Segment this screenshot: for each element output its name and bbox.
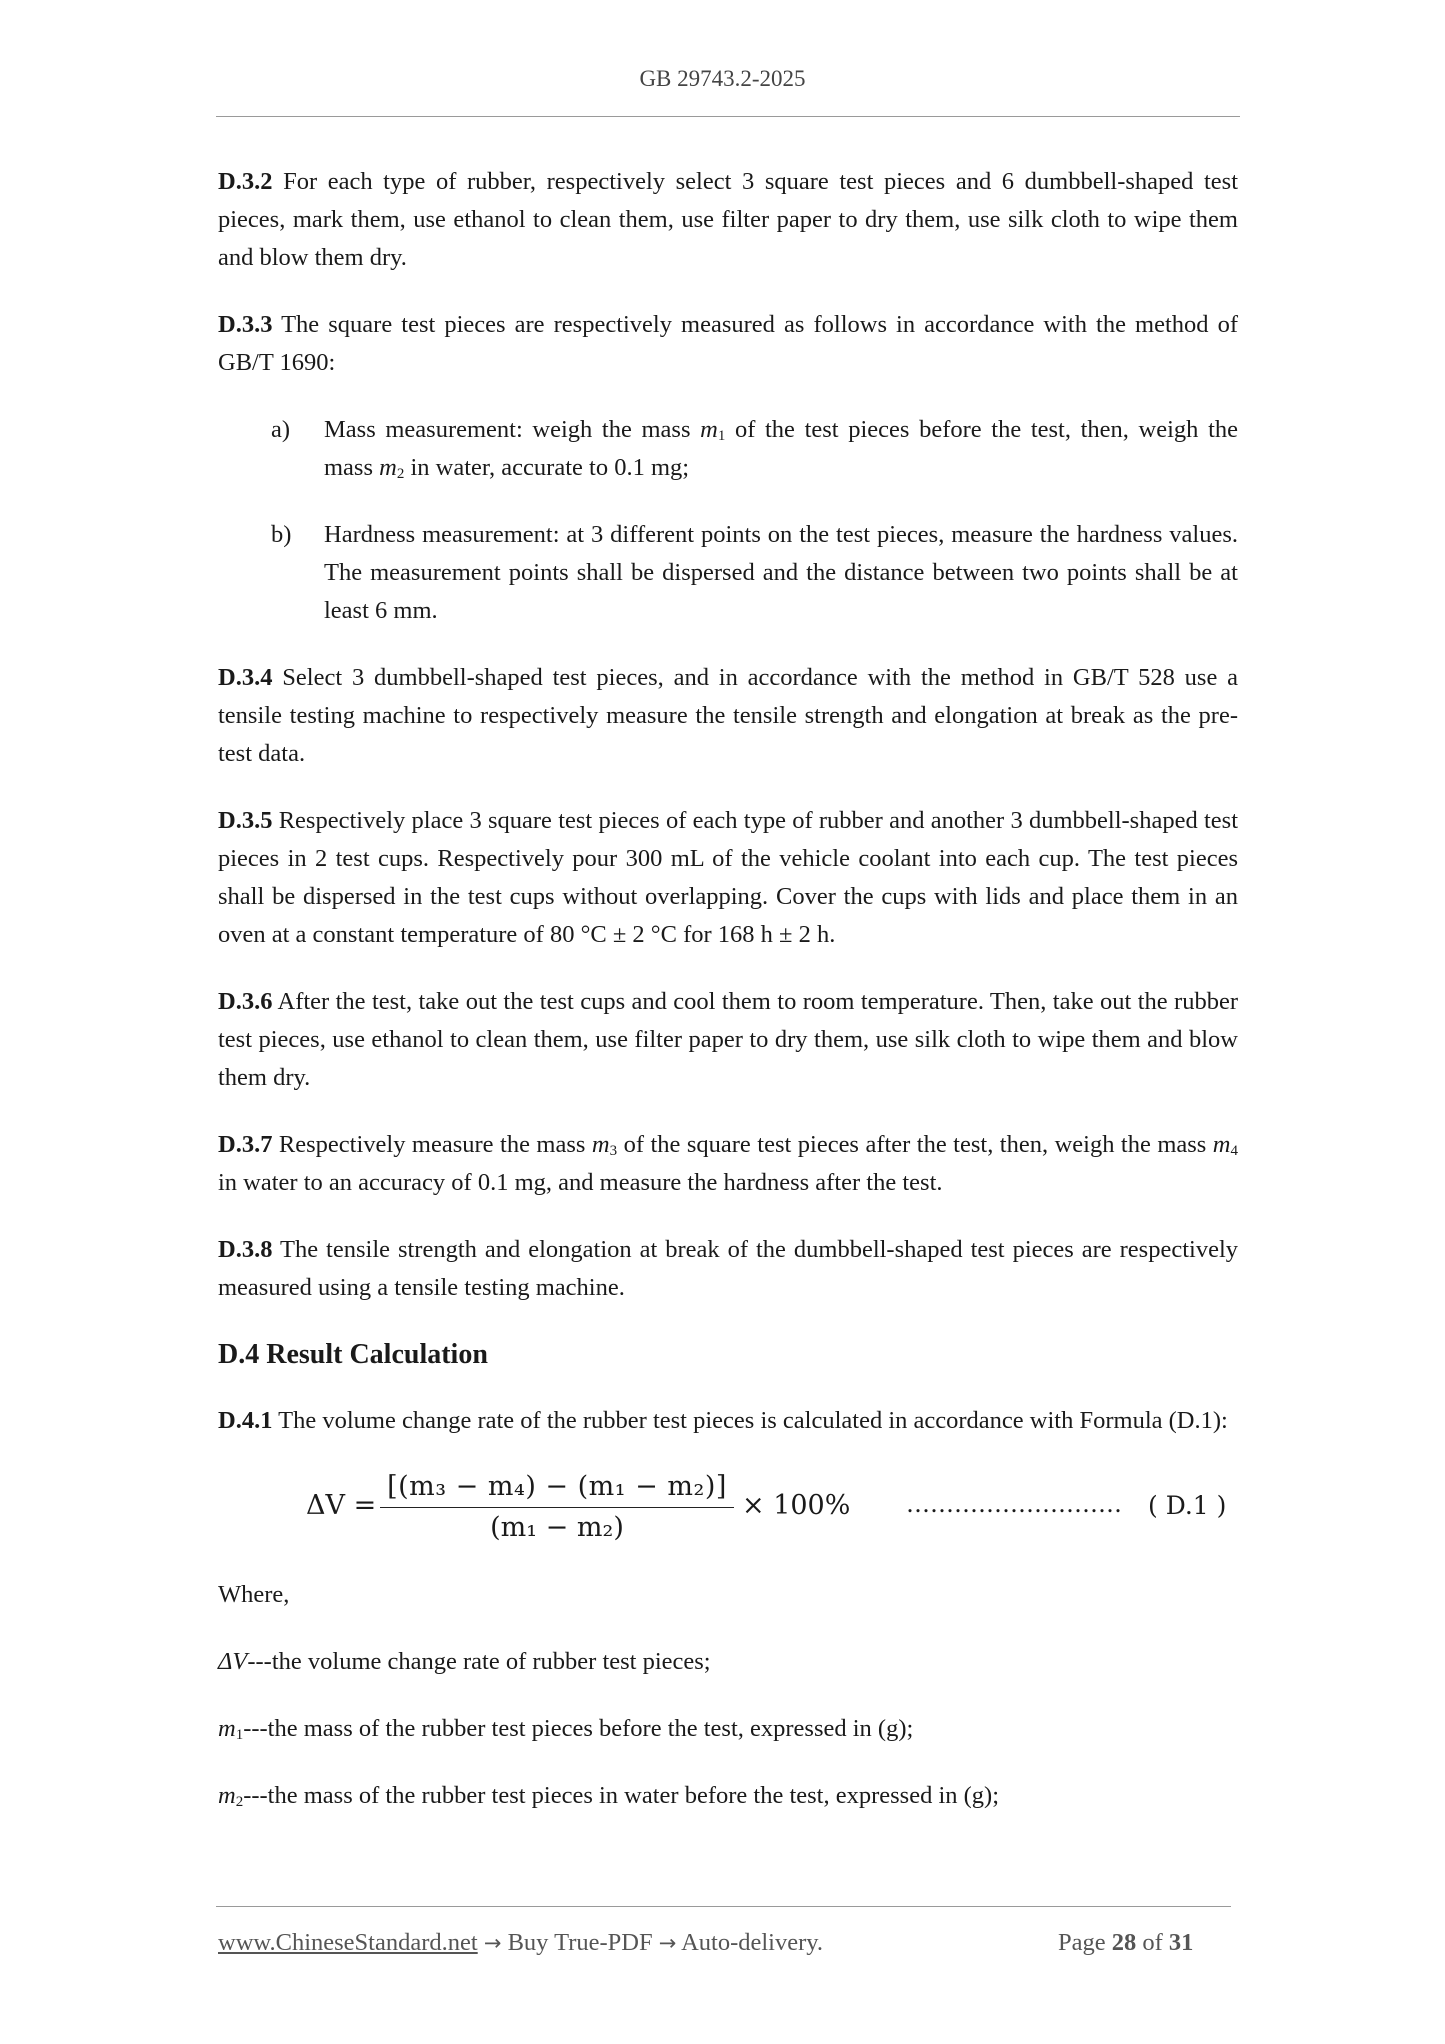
page-header: GB 29743.2-2025	[639, 66, 806, 91]
clause-d35	[218, 802, 1238, 954]
site-link[interactable]: www.ChineseStandard.net	[218, 1929, 478, 1956]
clause-d34	[218, 659, 1238, 773]
auto-delivery-text: Auto-delivery.	[681, 1929, 824, 1956]
formula-d1	[218, 1469, 1238, 1551]
footer-links	[218, 1929, 823, 1957]
list-item-a: a) Mass measurement: weigh the mass $m_1$ of the test pieces before the test, then, weigh the mass $m_2$ in water, accurate to 0.1 mg;	[218, 411, 1238, 487]
arrow-right-icon: →	[658, 1931, 677, 1955]
list-marker: b)	[271, 521, 292, 548]
clause-number: D.3.6	[218, 988, 273, 1015]
where-item: $m_2--$-the mass of the rubber test pieces in water before the test, expressed in (g);	[218, 1782, 1000, 1810]
footer-rule	[216, 1906, 1231, 1907]
clause-d36	[218, 983, 1238, 1097]
clause-number: D.3.3	[218, 311, 273, 338]
where-item: $m_1--$-the mass of the rubber test pieces before the test, expressed in (g);	[218, 1715, 914, 1743]
clause-d38	[218, 1231, 1238, 1307]
clause-text: Select 3 dumbbell-shaped test pieces, and in accordance with the method in GB/T 528 use a tensile testing machine to respectively measure the tensile strength and elongation at break as the pre-test data.	[218, 664, 1239, 767]
clause-number: D.3.4	[218, 664, 273, 691]
clause-number: D.3.8	[218, 1236, 273, 1263]
formula-label: ( D.1 )	[1148, 1491, 1227, 1520]
list-marker: a)	[271, 416, 291, 443]
clause-d37: D.3.7 Respectively measure the mass $m_3$ of the square test pieces after the test, then, weigh the mass $m_4$ in water to an accuracy of 0.1 mg, and measure the hardness after the test.	[218, 1131, 1238, 1196]
variable: m	[591, 1131, 610, 1158]
fraction-bar	[380, 1507, 734, 1508]
where-intro: Where,	[218, 1581, 290, 1608]
formula-fraction	[380, 1469, 734, 1546]
clause-number: D.3.5	[218, 807, 273, 834]
variable: m	[1212, 1131, 1231, 1158]
list-item-b	[218, 516, 1238, 630]
formula-leader: ………………………	[906, 1490, 1122, 1518]
clause-d32	[218, 163, 1238, 277]
formula-denominator: (m₁ − m₂)	[490, 1512, 624, 1543]
clause-text: After the test, take out the test cups and cool them to room temperature. Then, take out the rubber test pieces, use ethanol to clean them, use filter paper to dry them, use silk cloth to wipe them and blow them dry.	[218, 988, 1238, 1091]
where-item: ΔV---the volume change rate of rubber test pieces;	[218, 1648, 711, 1675]
total-pages: 31	[1168, 1929, 1194, 1956]
symbol: m	[218, 1715, 236, 1742]
arrow-right-icon: →	[483, 1931, 502, 1955]
symbol: m	[218, 1782, 236, 1809]
header-rule	[216, 116, 1240, 117]
buy-pdf-text: Buy True-PDF	[507, 1929, 653, 1956]
document-body	[218, 163, 1238, 1844]
current-page: 28	[1111, 1929, 1137, 1956]
variable: m	[700, 416, 718, 443]
clause-d33	[218, 306, 1238, 382]
section-heading: D.4 Result Calculation	[218, 1339, 488, 1370]
list-text: Hardness measurement: at 3 different points on the test pieces, measure the hardness values. The measurement points shall be dispersed and the distance between two points shall be at least 6 mm.	[324, 521, 1238, 624]
clause-text: The volume change rate of the rubber test pieces is calculated in accordance with Formula (D.1):	[278, 1407, 1228, 1434]
formula-numerator: [(m₃ − m₄) − (m₁ − m₂)]	[387, 1471, 727, 1502]
formula-lhs: ΔV =	[306, 1490, 377, 1521]
clause-number: D.3.2	[218, 168, 273, 195]
page-number: Page 28 of 31	[1058, 1929, 1194, 1956]
formula-multiplier: × 100%	[742, 1490, 851, 1521]
clause-number: D.4.1	[218, 1407, 273, 1434]
variable: m	[379, 454, 397, 481]
symbol: ΔV	[218, 1648, 248, 1675]
clause-text: The tensile strength and elongation at break of the dumbbell-shaped test pieces are respectively measured using a tensile testing machine.	[218, 1236, 1239, 1301]
clause-text: Respectively place 3 square test pieces of each type of rubber and another 3 dumbbell-shaped test pieces in 2 test cups. Respectively pour 300 mL of the vehicle coolant into each cup. The test pieces shall be dispersed in the test cups without overlapping. Cover the cups with lids and place them in an oven at a constant temperature of 80 °C ± 2 °C for 168 h ± 2 h.	[218, 807, 1239, 948]
clause-number: D.3.7	[218, 1131, 273, 1158]
clause-text: For each type of rubber, respectively select 3 square test pieces and 6 dumbbell-shaped test pieces, mark them, use ethanol to clean them, use filter paper to dry them, use silk cloth to wipe them and blow them dry.	[218, 168, 1239, 271]
clause-d41	[218, 1402, 1238, 1440]
clause-text: The square test pieces are respectively measured as follows in accordance with the method of GB/T 1690:	[218, 311, 1238, 376]
